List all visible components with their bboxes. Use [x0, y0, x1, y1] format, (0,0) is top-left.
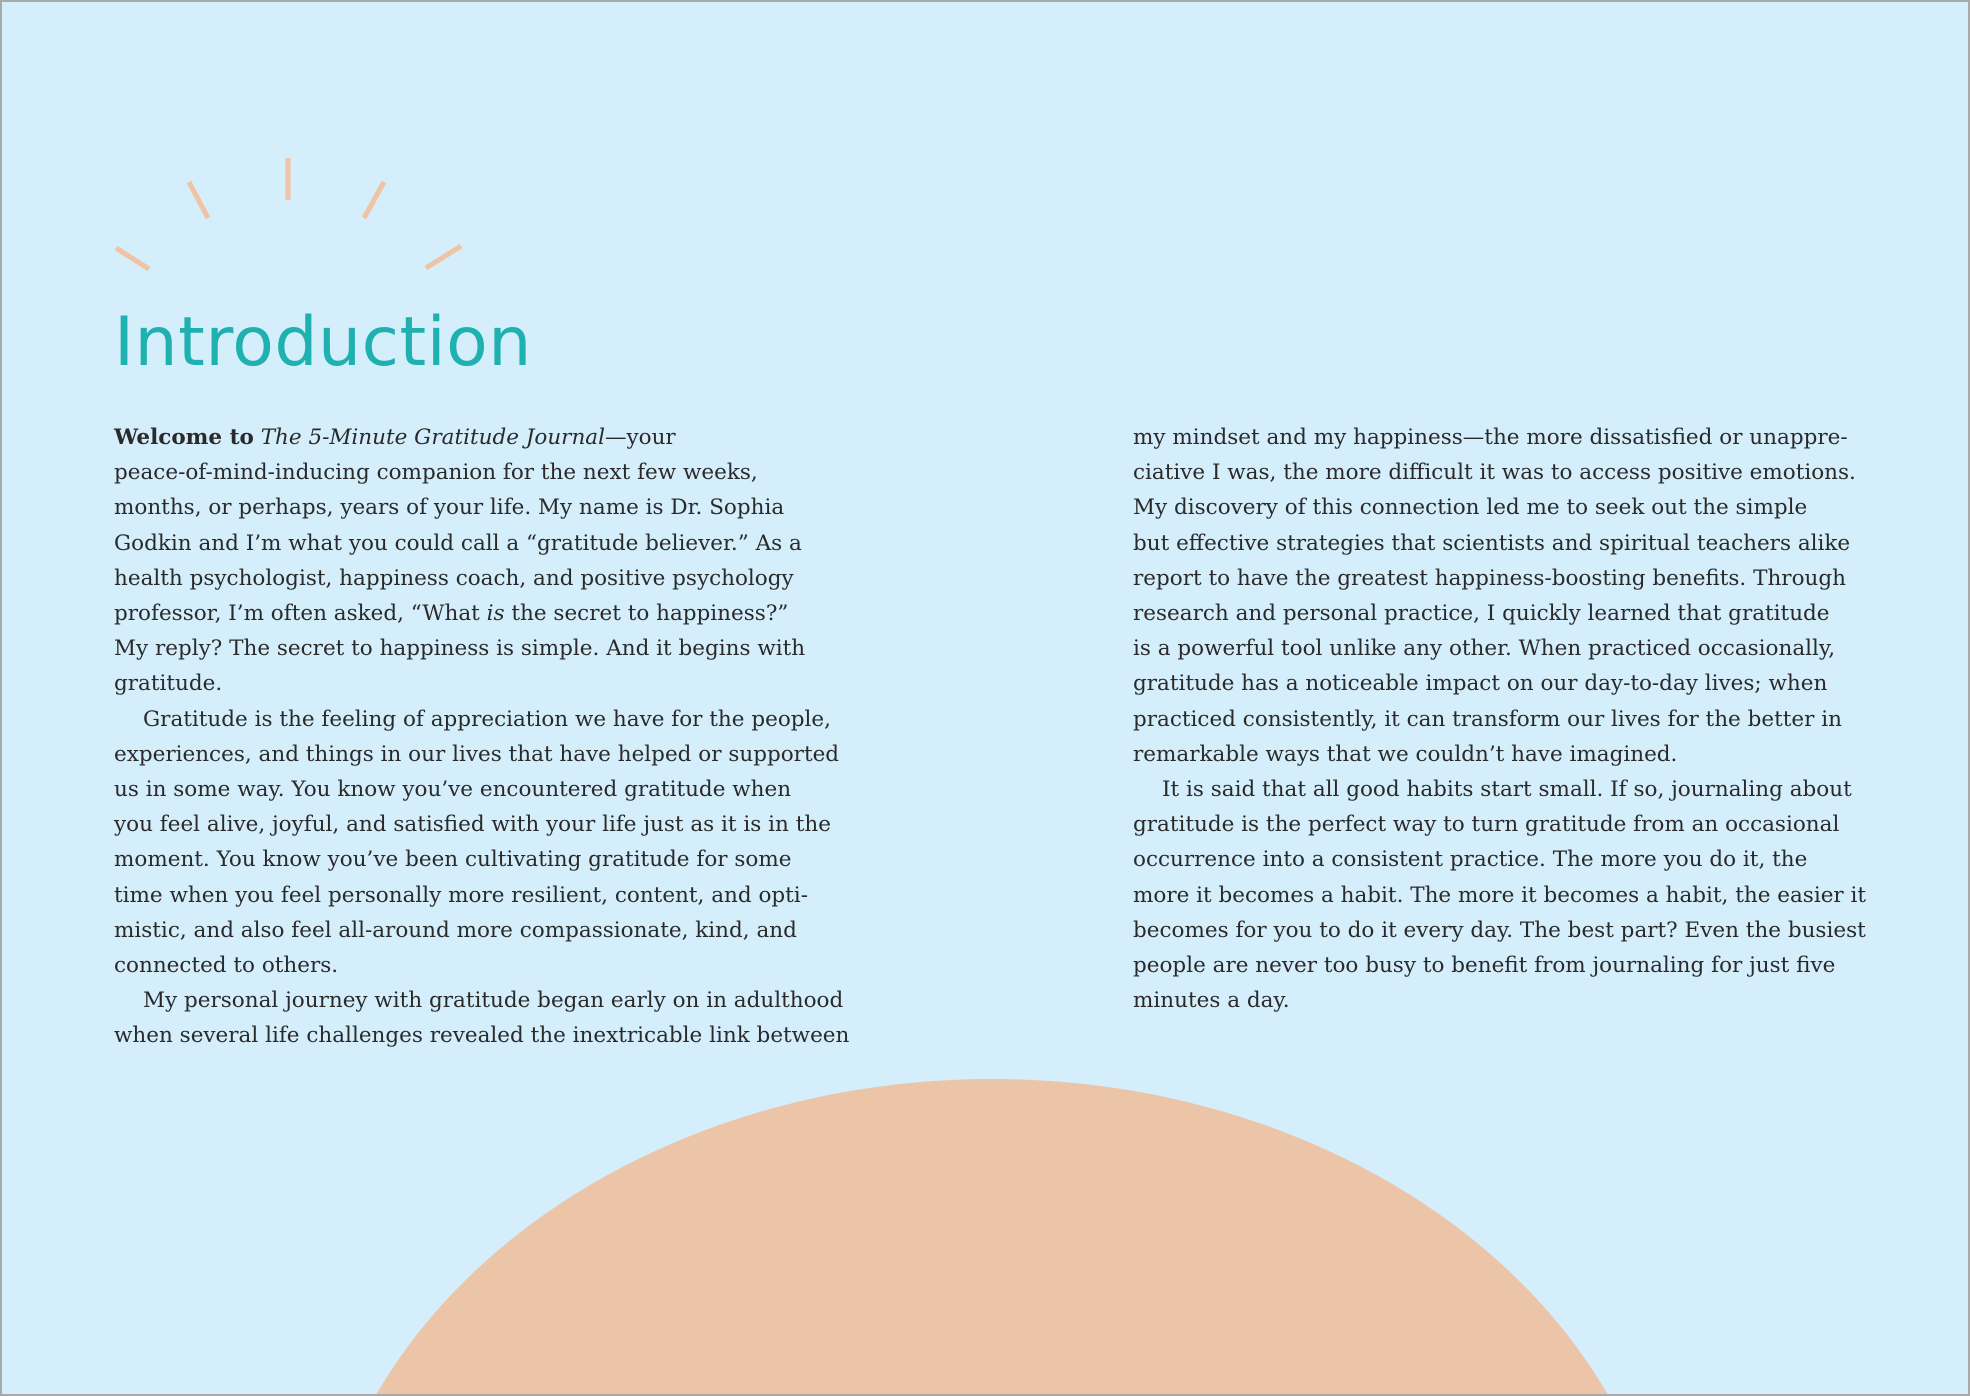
text-line: time when you feel personally more resilient, content, and opti-: [114, 882, 808, 908]
text-line: occurrence into a consistent practice. The more you do it, the: [1133, 847, 1808, 873]
journey-continued-paragraph: [1133, 420, 1863, 772]
text-line: connected to others.: [114, 953, 339, 979]
welcome-lead: Welcome to: [114, 425, 254, 450]
text-line: Welcome to The 5-Minute Gratitude Journal—your: [114, 425, 676, 450]
text-line: becomes for you to do it every day. The best part? Even the busiest: [1133, 917, 1866, 943]
text-line: but effective strategies that scientists and spiritual teachers alike: [1133, 530, 1851, 556]
text-line: my mindset and my happiness—the more dissatisfied or unappre-: [1133, 425, 1848, 450]
text-line: gratitude is the perfect way to turn gratitude from an occasional: [1133, 812, 1840, 838]
text-line: research and personal practice, I quickly learned that gratitude: [1133, 601, 1830, 627]
text-line: My reply? The secret to happiness is simple. And it begins with: [114, 636, 806, 662]
text-line: mistic, and also feel all-around more compassionate, kind, and: [114, 917, 797, 943]
text-line: health psychologist, happiness coach, and positive psychology: [114, 565, 794, 591]
emphasis: is: [486, 601, 505, 627]
text-line: My personal journey with gratitude began early on in adulthood: [143, 988, 844, 1014]
rising-sun-icon: [312, 1079, 1672, 1394]
text-line: report to have the greatest happiness-boosting benefits. Through: [1133, 565, 1846, 591]
text-line: Gratitude is the feeling of appreciation we have for the people,: [143, 706, 831, 732]
book-title: The 5-Minute Gratitude Journal: [260, 425, 605, 450]
text-line: practiced consistently, it can transform our lives for the better in: [1133, 706, 1842, 732]
text-line: you feel alive, joyful, and satisfied with your life just as it is in the: [114, 812, 831, 838]
text-line: professor, I’m often asked, “What is the secret to happiness?”: [114, 601, 789, 627]
right-text-column: [1133, 420, 1867, 1018]
text-line: It is said that all good habits start small. If so, journaling about: [1162, 777, 1852, 803]
ray-left-low: [116, 248, 149, 269]
text-line: moment. You know you’ve been cultivating gratitude for some: [114, 847, 792, 873]
gratitude-paragraph: [114, 702, 844, 984]
text-line: is a powerful tool unlike any other. When practiced occasionally,: [1133, 636, 1836, 662]
text-line: gratitude.: [114, 671, 223, 697]
text-line: minutes a day.: [1133, 988, 1290, 1014]
ray-right-low: [426, 246, 461, 268]
intro-paragraph: [114, 420, 844, 702]
text-line: more it becomes a habit. The more it becomes a habit, the easier it: [1133, 882, 1867, 908]
text-line: experiences, and things in our lives that have helped or supported: [114, 741, 840, 767]
ray-left-high: [189, 182, 208, 218]
text-line: ciative I was, the more difficult it was to access positive emotions.: [1133, 460, 1856, 486]
text-line: people are never too busy to benefit from journaling for just five: [1133, 953, 1836, 979]
habits-paragraph: [1133, 772, 1867, 1018]
sun-rays-icon: [116, 158, 461, 269]
ray-right-high: [364, 182, 384, 218]
text-line: remarkable ways that we couldn’t have imagined.: [1133, 741, 1678, 767]
text-line: when several life challenges revealed the inextricable link between: [114, 1023, 850, 1049]
text-line: peace-of-mind-inducing companion for the next few weeks,: [114, 460, 758, 486]
journey-paragraph: [114, 983, 850, 1053]
text-line: Godkin and I’m what you could call a “gratitude believer.” As a: [114, 530, 802, 556]
text-line: months, or perhaps, years of your life. My name is Dr. Sophia: [114, 495, 785, 521]
text-line: us in some way. You know you’ve encountered gratitude when: [114, 777, 792, 803]
left-text-column: [114, 420, 850, 1054]
text-line: My discovery of this connection led me to seek out the simple: [1133, 495, 1808, 521]
page-title: Introduction: [114, 303, 532, 382]
text-line: gratitude has a noticeable impact on our day-to-day lives; when: [1133, 671, 1828, 697]
